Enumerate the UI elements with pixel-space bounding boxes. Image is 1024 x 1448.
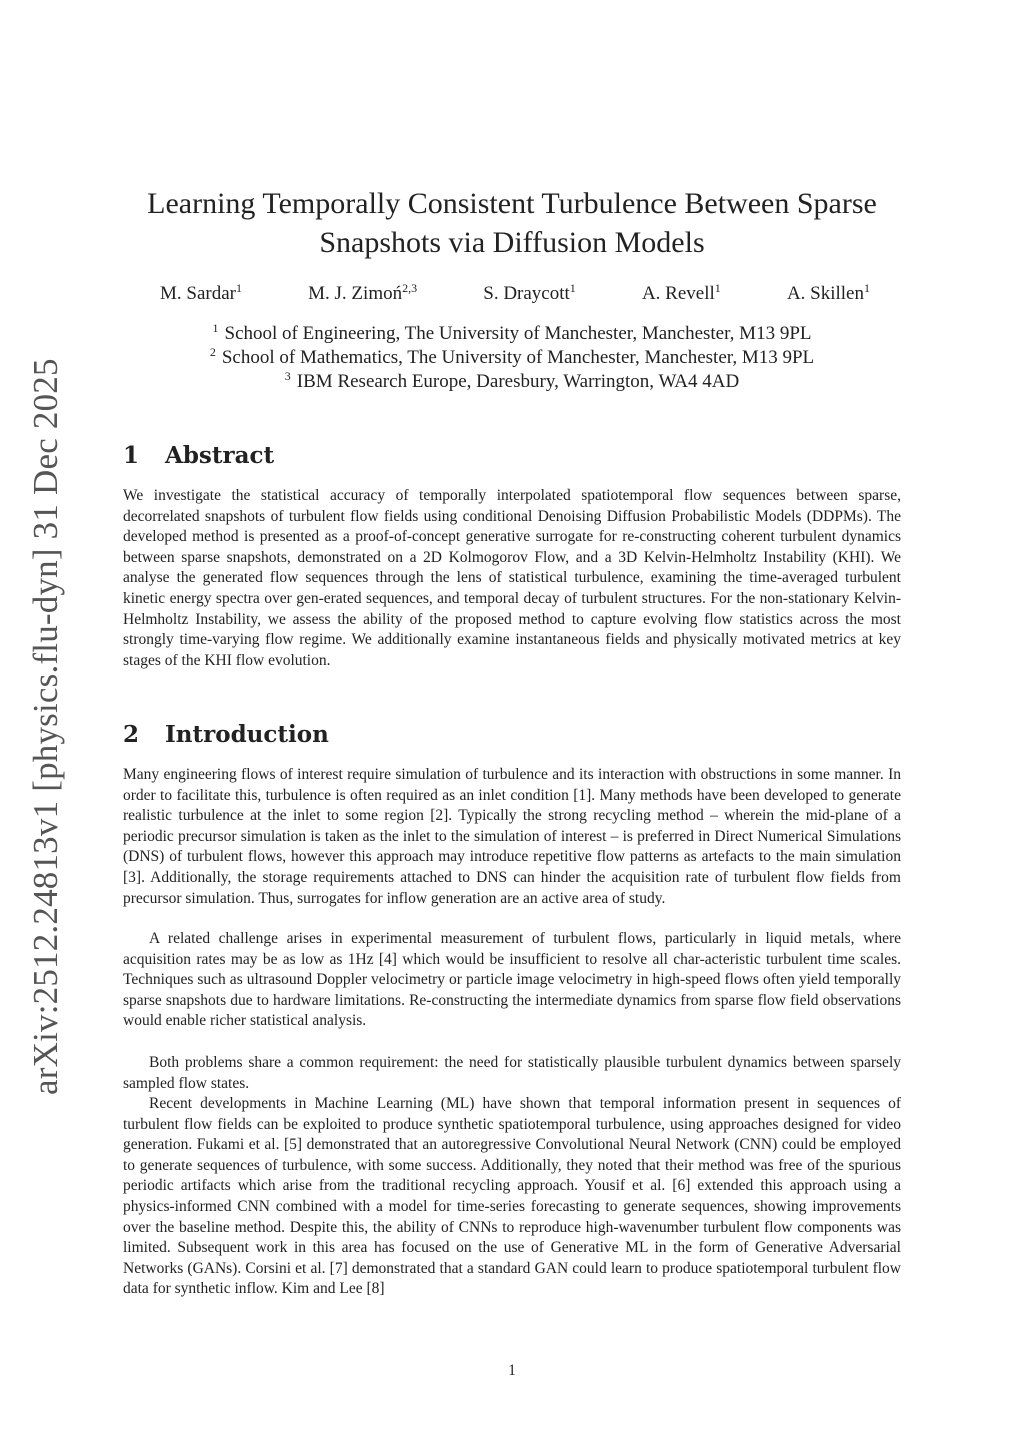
page-number: 1 [508,1362,516,1379]
section-heading-abstract [123,442,274,470]
arxiv-identifier: arXiv:2512.24813v1 [physics.flu-dyn] 31 Dec 2025 [26,358,65,1095]
author: A. Revell$^1$ [641,281,721,304]
intro-paragraph: A related challenge arises in experimental measurement of turbulent flows, particularly in liquid metals, where acquisition rates may be as low as 1Hz [4] which would be insufficient to resolve all char-acteristic turbulent time scales. Techniques such as ultrasound Doppler velocimetry or particle image velocimetry in high-speed flows often yield temporally sparse snapshots due to hardware limitations. Re-constructing the intermediate dynamics from sparse flow field observations would enable richer statistical analysis. [123,930,901,1030]
section-title: Introduction [165,721,329,748]
intro-paragraph: Many engineering flows of interest require simulation of turbulence and its interaction with obstructions in some manner. In order to facilitate this, turbulence is often required as an inlet condition [1]. Many methods have been developed to generate realistic turbulence at the inlet to some region [2]. Typically the strong recycling method – wherein the mid-plane of a periodic precursor simulation is taken as the inlet to the simulation of interest – is preferred in Direct Numerical Simulations (DNS) of turbulent flows, however this approach may introduce repetitive flow patterns as artefacts to the main simulation [3]. Additionally, the storage requirements attached to DNS can hinder the acquisition rate of turbulent flow fields from precursor simulation. Thus, surrogates for inflow generation are an active area of study. [123,766,901,907]
title-line-1: Learning Temporally Consistent Turbulence Between Sparse [147,187,877,220]
title-line-2: Snapshots via Diffusion Models [319,226,705,259]
abstract-text: We investigate the statistical accuracy of temporally interpolated spatiotemporal flow sequences between sparse, decorrelated snapshots of turbulent flow fields using conditional Denoising Diffusion Probabilistic Models (DDPMs). The developed method is presented as a proof-of-concept generative surrogate for re-constructing coherent turbulent dynamics between sparse snapshots, demonstrated on a 2D Kolmogorov Flow, and a 3D Kelvin-Helmholtz Instability (KHI). We analyse the generated flow sequences through the lens of statistical turbulence, examining the time-averaged turbulent kinetic energy spectra over gen-erated sequences, and temporal decay of turbulent structures. For the non-stationary Kelvin-Helmholtz Instability, we assess the ability of the proposed method to capture evolving flow statistics across the most strongly time-varying flow regime. We additionally examine instantaneous fields and physically motivated metrics at key stages of the KHI flow evolution. [123,487,901,669]
section-number: 2 [123,721,140,748]
author-list [160,282,870,306]
paper-title [100,184,924,262]
intro-paragraph: Recent developments in Machine Learning (ML) have shown that temporal information present in sequences of turbulent flow fields can be exploited to produce synthetic spatiotemporal turbulence, using approaches designed for video generation. Fukami et al. [5] demonstrated that an autoregressive Convolutional Neural Network (CNN) could be employed to generate sequences of turbulence, with some success. Additionally, they noted that their method was free of the spurious periodic artifacts which arise from the traditional recycling approach. Yousif et al. [6] extended this approach using a physics-informed CNN combined with a model for time-series forecasting to generate sequences, showing improvements over the baseline method. Despite this, the ability of CNNs to reproduce high-wavenumber turbulent flow components was limited. Subsequent work in this area has focused on the use of Generative ML in the form of Generative Adversarial Networks (GANs). Corsini et al. [7] demonstrated that a standard GAN could learn to produce spatiotemporal turbulent flow data for synthetic inflow. Kim and Lee [8] [123,1095,901,1298]
author: M. Sardar$^1$ [160,281,242,304]
affiliation: $^1$ School of Engineering, The University of Manchester, Manchester, M13 9PL [212,321,812,344]
section-heading-introduction [123,721,329,749]
section-title: Abstract [165,442,275,469]
affiliation: $^2$ School of Mathematics, The University of Manchester, Manchester, M13 9PL [209,345,815,368]
author: M. J. Zimoń$^{2,3}$ [308,281,418,304]
affiliation: $^3$ IBM Research Europe, Daresbury, Warrington, WA4 4AD [284,369,740,392]
intro-paragraph: Both problems share a common requirement: the need for statistically plausible turbulent dynamics between sparsely sampled flow states. [123,1054,901,1092]
author: A. Skillen$^1$ [786,281,870,304]
section-number: 1 [123,442,140,469]
author: S. Draycott$^1$ [483,281,576,304]
affiliation-list [100,322,924,394]
